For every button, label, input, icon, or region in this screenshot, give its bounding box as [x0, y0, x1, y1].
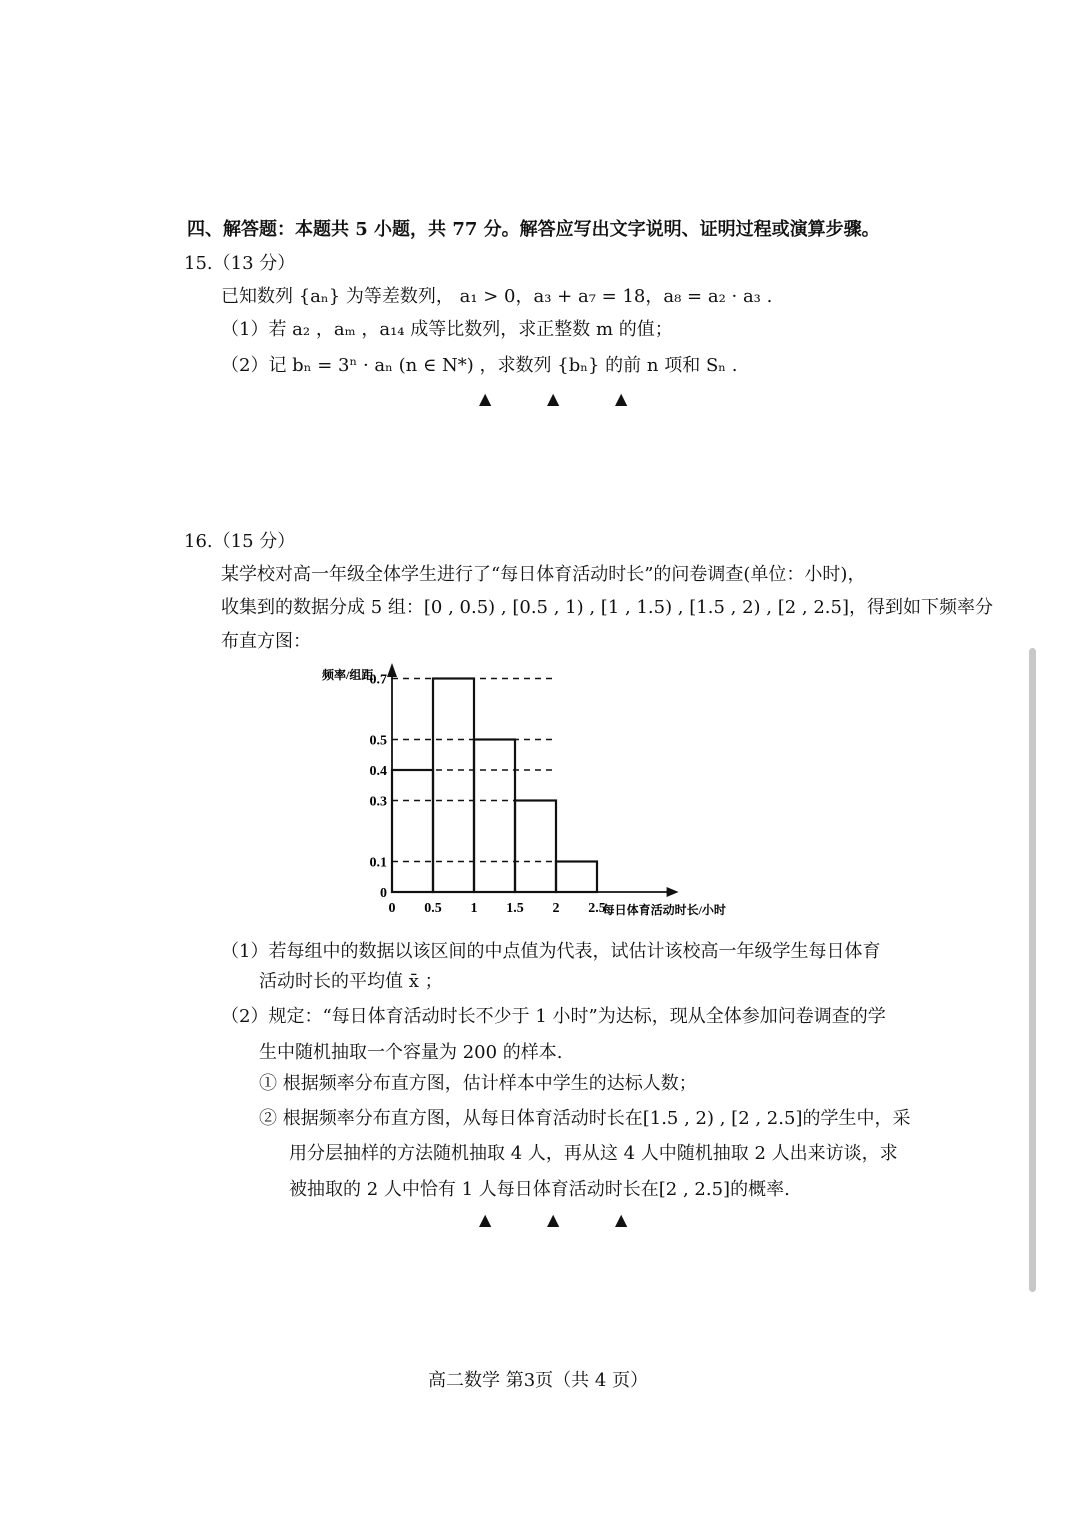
histogram-bar [433, 679, 474, 893]
q16-stem-line2: 收集到的数据分成 5 组：[0 , 0.5) , [0.5 , 1) , [1 , 1.5) , [1.5 , 2) , [2 , 2.5]，得到如下频率分 [221, 597, 993, 618]
answer-mark-icon: ▲ [547, 389, 560, 408]
answer-mark-icon: ▲ [615, 389, 628, 408]
y-axis-arrow-icon [387, 663, 397, 677]
q16-stem-line3: 布直方图： [221, 631, 311, 652]
y-tick-label: 0.4 [369, 764, 387, 779]
y-tick-label: 0.7 [369, 672, 387, 688]
q16-sub2-line3: 被抽取的 2 人中恰有 1 人每日体育活动时长在[2 , 2.5]的概率. [289, 1179, 790, 1200]
x-axis-label: 每日体育活动时长/小时 [602, 903, 726, 917]
q15-part1: （1）若 a₂ ，aₘ ，a₁₄ 成等比数列，求正整数 m 的值； [221, 319, 673, 340]
q16-sub1: ① 根据频率分布直方图，估计样本中学生的达标人数； [259, 1073, 697, 1094]
x-tick-label: 1.5 [506, 901, 524, 916]
q16-stem-line1: 某学校对高一年级全体学生进行了“每日体育活动时长”的问卷调查(单位：小时)， [221, 564, 866, 585]
x-tick-label: 1 [470, 901, 478, 916]
q16-part1-line1: （1）若每组中的数据以该区间的中点值为代表，试估计该校高一年级学生每日体育 [221, 941, 881, 962]
answer-mark-icon: ▲ [615, 1210, 628, 1229]
q16-part2-line1: （2）规定：“每日体育活动时长不少于 1 小时”为达标，现从全体参加问卷调查的学 [221, 1006, 886, 1027]
histogram-bar [392, 770, 433, 892]
answer-mark-icon: ▲ [479, 1210, 492, 1229]
answer-mark-icon: ▲ [547, 1210, 560, 1229]
q16-number: 16.（15 分） [184, 531, 296, 552]
x-tick-label: 2 [552, 901, 560, 916]
q15-stem: 已知数列 {aₙ} 为等差数列， a₁ > 0，a₃ + a₇ = 18，a₈ = a₂ · a₃ . [221, 286, 773, 307]
x-tick-label: 0.5 [424, 901, 442, 916]
frequency-histogram [300, 655, 800, 925]
q16-sub2-line2: 用分层抽样的方法随机抽取 4 人，再从这 4 人中随机抽取 2 人出来访谈，求 [289, 1143, 898, 1164]
x-tick-label: 2.5 [588, 901, 606, 916]
scrollbar[interactable] [1029, 648, 1036, 1292]
y-tick-label: 0 [380, 886, 387, 901]
y-tick-label: 0.3 [369, 794, 387, 810]
x-axis-arrow-icon [667, 887, 679, 897]
section-heading: 四、解答题：本题共 5 小题，共 77 分。解答应写出文字说明、证明过程或演算步骤。 [187, 219, 880, 240]
q16-part1-line2: 活动时长的平均值 x̄ ； [259, 971, 443, 992]
answer-mark-icon: ▲ [479, 389, 492, 408]
q15-number: 15.（13 分） [184, 253, 296, 274]
y-tick-label: 0.5 [369, 733, 387, 749]
y-tick-label: 0.1 [369, 855, 387, 871]
x-tick-label: 0 [388, 901, 396, 916]
histogram-bar [515, 801, 556, 893]
histogram-bar [474, 740, 515, 893]
q16-part2-line2: 生中随机抽取一个容量为 200 的样本. [259, 1042, 563, 1063]
q15-part2: （2）记 bₙ = 3ⁿ · aₙ (n ∈ N*) ，求数列 {bₙ} 的前 n 项和 Sₙ . [221, 355, 738, 376]
y-axis-label: 频率/组距 [322, 668, 374, 682]
histogram-bar [556, 862, 597, 893]
q16-sub2-line1: ② 根据频率分布直方图，从每日体育活动时长在[1.5 , 2) , [2 , 2.5]的学生中，采 [259, 1108, 911, 1129]
page-footer: 高二数学 第3页（共 4 页） [428, 1370, 649, 1391]
